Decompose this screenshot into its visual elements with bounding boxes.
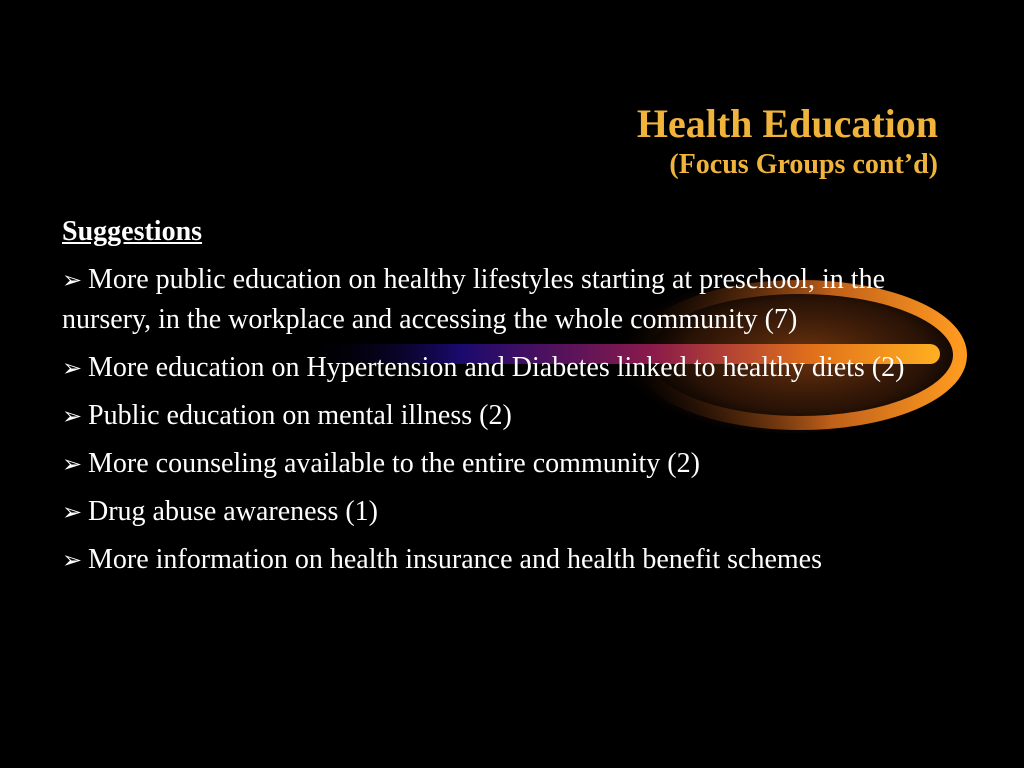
bullet-text: More information on health insurance and health benefit schemes <box>88 544 822 575</box>
bullet-item <box>62 444 922 484</box>
arrow-bullet-icon: ➢ <box>62 498 83 526</box>
bullet-text: More education on Hypertension and Diabetes linked to healthy diets (2) <box>88 352 905 383</box>
bullet-item <box>62 260 922 340</box>
bullet-item <box>62 396 922 436</box>
section-heading: Suggestions <box>62 216 203 247</box>
arrow-bullet-icon: ➢ <box>62 546 83 574</box>
bullet-text: More counseling available to the entire community (2) <box>88 448 700 479</box>
bullet-item <box>62 540 922 580</box>
arrow-bullet-icon: ➢ <box>62 354 83 382</box>
bullet-item <box>62 492 922 532</box>
bullet-text: Public education on mental illness (2) <box>88 400 512 431</box>
bullet-item <box>62 348 922 388</box>
slide-title: Health Education <box>636 101 938 146</box>
bullet-text: More public education on healthy lifestyles starting at preschool, in the nursery, in the workplace and accessing the whole community (7) <box>62 264 886 335</box>
arrow-bullet-icon: ➢ <box>62 266 83 294</box>
arrow-bullet-icon: ➢ <box>62 450 83 478</box>
arrow-bullet-icon: ➢ <box>62 402 83 430</box>
bullet-text: Drug abuse awareness (1) <box>88 496 378 527</box>
slide-subtitle: (Focus Groups cont’d) <box>669 149 938 180</box>
title-block <box>637 100 938 182</box>
slide-body <box>62 212 922 588</box>
